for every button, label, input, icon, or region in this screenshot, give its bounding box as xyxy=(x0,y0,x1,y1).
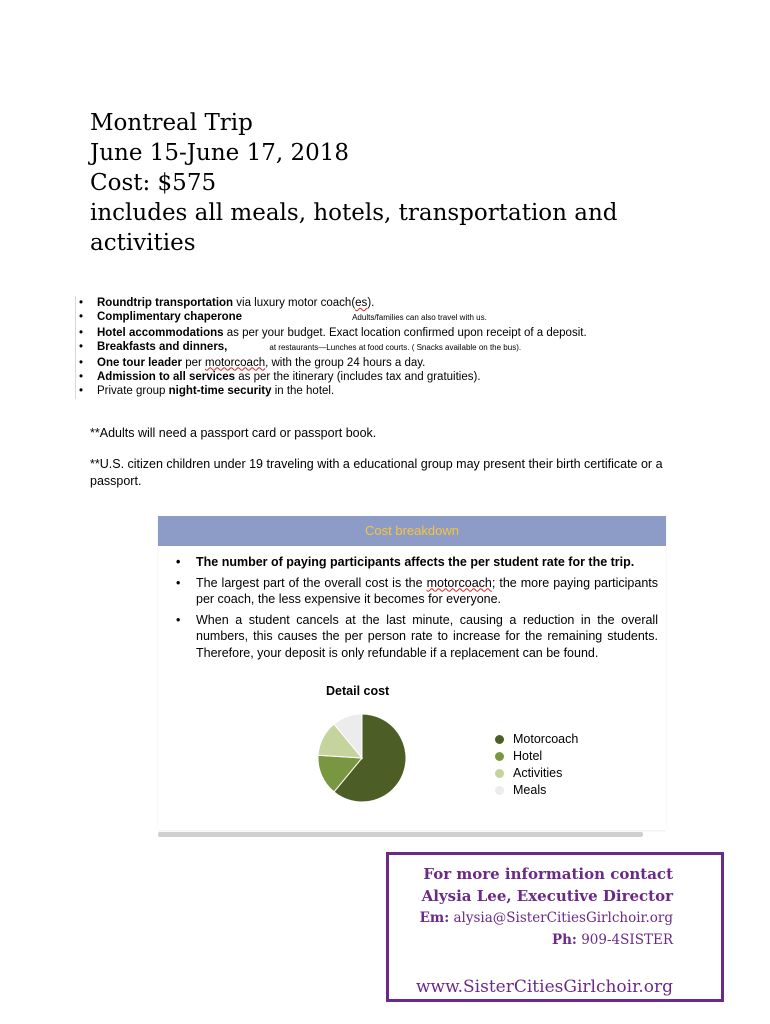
feature-item: • Admission to all services as per the itinerary (includes tax and gratuities). xyxy=(79,370,699,384)
feature-item: • One tour leader per motorcoach, with the group 24 hours a day. xyxy=(79,356,699,370)
legend-swatch xyxy=(495,769,504,778)
contact-website-link[interactable]: www.SisterCitiesGirlchoir.org xyxy=(416,977,673,997)
trip-cost: Cost: $575 xyxy=(90,170,217,196)
legend-item-motorcoach xyxy=(495,731,578,748)
cost-breakdown-list xyxy=(158,554,666,661)
legend-label: Hotel xyxy=(513,749,543,763)
note-children: **U.S. citizen children under 19 traveling with a educational group may present their birth certificate or a passport. xyxy=(90,457,663,488)
cost-point: • The largest part of the overall cost is the motorcoach; the more paying participants per coach, the less expensive it becomes for everyone. xyxy=(176,575,658,608)
trip-includes-line2: activities xyxy=(90,230,196,256)
contact-box xyxy=(386,852,724,1002)
contact-email[interactable]: alysia@SisterCitiesGirlchoir.org xyxy=(453,910,673,926)
legend-swatch xyxy=(495,735,504,744)
legend-item-activities xyxy=(495,765,578,782)
chart-legend xyxy=(495,731,578,799)
trip-includes-line1: includes all meals, hotels, transportation and xyxy=(90,200,618,226)
legend-label: Meals xyxy=(513,783,547,797)
contact-phone: 909-4SISTER xyxy=(581,932,673,948)
features-list xyxy=(75,296,699,399)
chart-title: Detail cost xyxy=(326,684,390,698)
contact-email-line: Em: alysia@SisterCitiesGirlchoir.org xyxy=(419,910,673,926)
detail-cost-pie-chart xyxy=(316,712,408,804)
cost-breakdown-panel xyxy=(158,516,666,830)
feature-item: • Private group night-time security in the hotel. xyxy=(79,384,699,398)
feature-item: • Complimentary chaperone Adults/families can also travel with us. xyxy=(79,310,699,325)
feature-item: • Breakfasts and dinners, at restaurants—Lunches at food courts. ( Snacks available on the bus). xyxy=(79,340,699,355)
trip-title: Montreal Trip xyxy=(90,110,253,136)
contact-heading: For more information contact xyxy=(423,865,673,883)
legend-swatch xyxy=(495,786,504,795)
cost-point: • The number of paying participants affects the per student rate for the trip. xyxy=(176,554,658,571)
passport-notes xyxy=(90,425,670,504)
feature-item: • Roundtrip transportation via luxury motor coach(es). xyxy=(79,296,699,310)
contact-person: Alysia Lee, Executive Director xyxy=(421,887,673,905)
legend-item-meals xyxy=(495,782,578,799)
contact-phone-line: Ph: 909-4SISTER xyxy=(551,932,673,948)
cost-point: • When a student cancels at the last minute, causing a reduction in the overall numbers, this causes the per person rate to increase for the remaining students. Therefore, your deposit is only refundable if a replacement can be found. xyxy=(176,612,658,662)
horizontal-scrollbar[interactable] xyxy=(158,832,643,837)
legend-item-hotel xyxy=(495,748,578,765)
trip-header xyxy=(90,108,730,258)
trip-dates: June 15-June 17, 2018 xyxy=(90,140,349,166)
cost-breakdown-title: Cost breakdown xyxy=(158,516,666,546)
note-adults: **Adults will need a passport card or passport book. xyxy=(90,426,377,440)
legend-label: Activities xyxy=(513,766,563,780)
feature-item: • Hotel accommodations as per your budget. Exact location confirmed upon receipt of a deposit. xyxy=(79,326,699,340)
legend-swatch xyxy=(495,752,504,761)
legend-label: Motorcoach xyxy=(513,732,579,746)
